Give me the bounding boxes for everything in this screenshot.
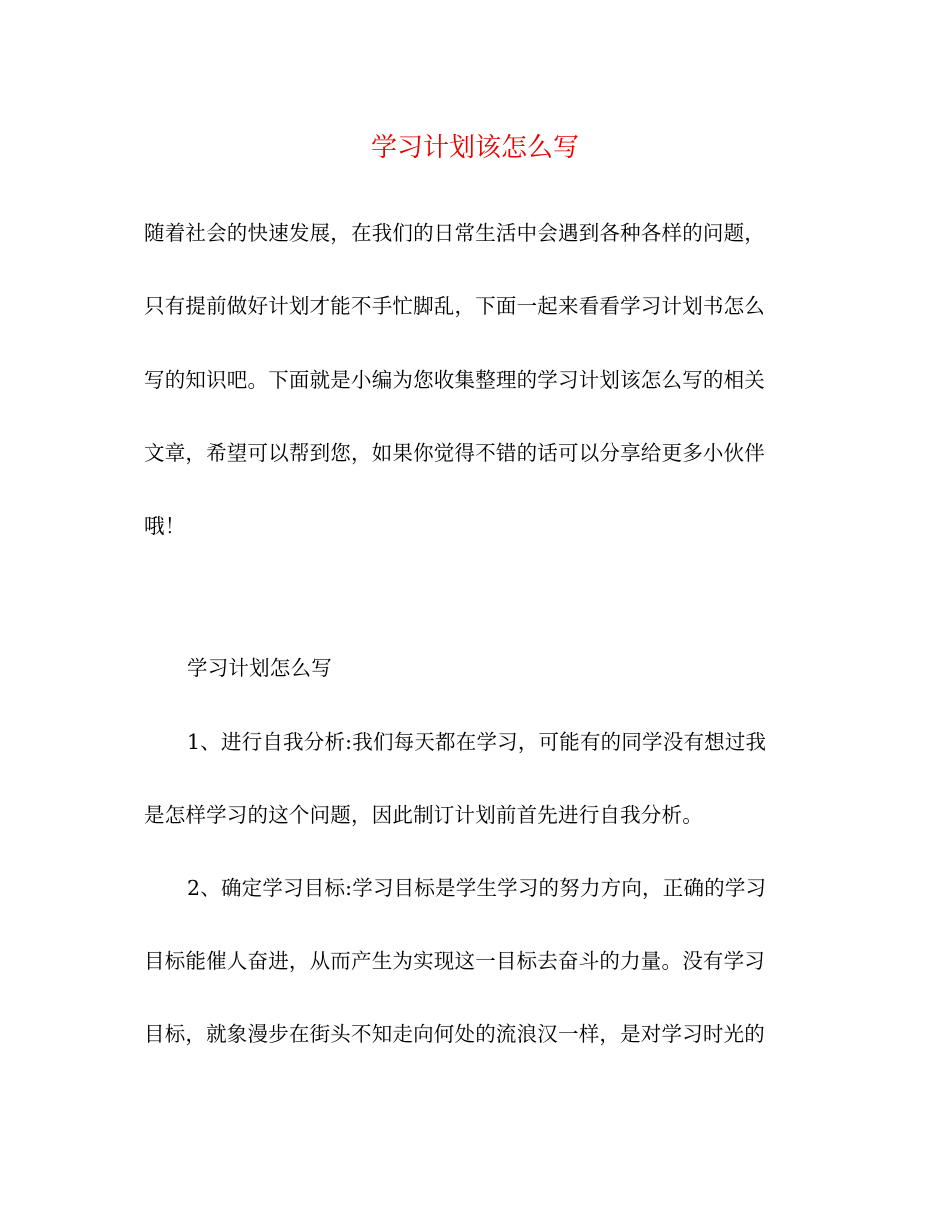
body-line-4: 目标能催人奋进，从而产生为实现这一目标去奋斗的力量。没有学习 (144, 949, 765, 973)
intro-line-2: 只有提前做好计划才能不手忙脚乱，下面一起来看看学习计划书怎么 (144, 294, 765, 318)
intro-line-3: 写的知识吧。下面就是小编为您收集整理的学习计划该怎么写的相关 (144, 368, 765, 392)
body-line-2: 是怎样学习的这个问题，因此制订计划前首先进行自我分析。 (144, 803, 703, 827)
body-line-1: 1、进行自我分析:我们每天都在学习，可能有的同学没有想过我 (187, 730, 767, 754)
intro-line-4: 文章，希望可以帮到您，如果你觉得不错的话可以分享给更多小伙伴 (144, 441, 765, 465)
section-heading: 学习计划怎么写 (187, 656, 332, 680)
document-title: 学习计划该怎么写 (370, 133, 579, 163)
intro-line-5: 哦！ (144, 514, 186, 538)
body-line-5: 目标，就象漫步在街头不知走向何处的流浪汉一样，是对学习时光的 (144, 1022, 765, 1046)
intro-line-1: 随着社会的快速发展，在我们的日常生活中会遇到各种各样的问题， (144, 221, 765, 245)
body-line-3: 2、确定学习目标:学习目标是学生学习的努力方向，正确的学习 (187, 876, 767, 900)
